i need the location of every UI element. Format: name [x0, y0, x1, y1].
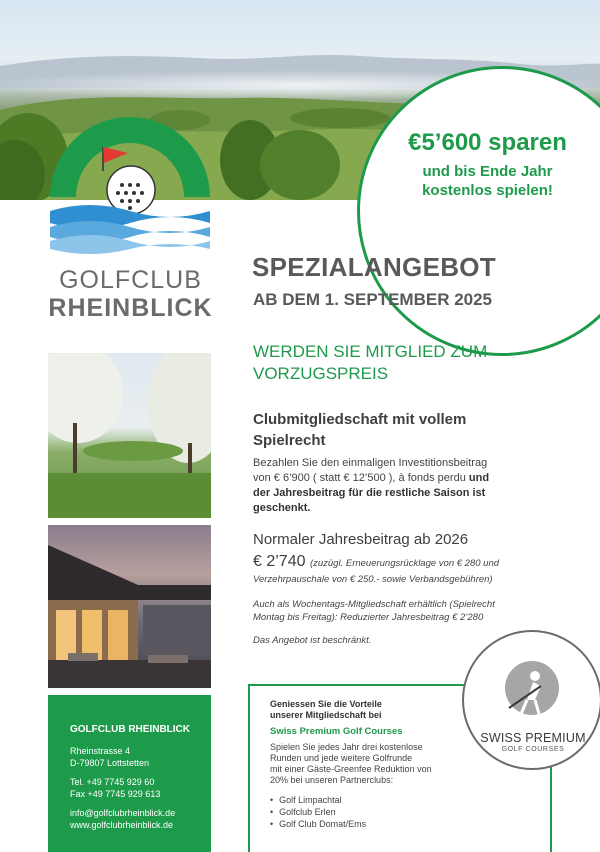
logo-emblem [48, 115, 213, 265]
membership-heading-1: WERDEN SIE MITGLIED ZUM [253, 342, 488, 361]
club-text-2: von € 6’900 ( statt € 12’500 ), à fonds perdu [253, 472, 466, 484]
partner-item: • Golfclub Erlen [270, 806, 460, 818]
swiss-intro-1: Geniessen Sie die Vorteile [270, 699, 382, 709]
offer-subline-1: und bis Ende Jahr [422, 163, 553, 180]
club-text-1: Bezahlen Sie den einmaligen Investitionsbeitrag [253, 457, 488, 469]
club-text-bold-2: der Jahresbeitrag für die restliche Saison ist [253, 487, 486, 499]
club-text-bold-1: und [468, 472, 490, 484]
swiss-text-4: 20% bei unseren Partnerclubs: [270, 775, 394, 785]
swiss-premium-logo-text [472, 731, 594, 753]
contact-fax: Fax +49 7745 929 613 [70, 789, 161, 799]
partner-item: • Golf Limpachtal [270, 794, 460, 806]
offer-subline-2: kostenlos spielen! [422, 182, 553, 199]
club-name-line1: GOLFCLUB [59, 266, 202, 294]
weekday-membership-note [253, 598, 543, 624]
partner-item: • Golf Club Domat/Ems [270, 818, 460, 830]
offer-text [380, 128, 595, 200]
swiss-premium-text [270, 699, 460, 830]
clubhouse-photo [48, 525, 211, 688]
contact-email-link[interactable]: info@golfclubrheinblick.de [70, 808, 176, 818]
club-name-line2: RHEINBLICK [48, 294, 213, 322]
contact-web-link[interactable]: www.golfclubrheinblick.de [70, 820, 174, 830]
swiss-text [270, 742, 460, 786]
contact-street: Rheinstrasse 4 [70, 746, 131, 756]
golf-ball-icon [107, 166, 155, 214]
swiss-logo-line2: GOLF COURSES [501, 746, 565, 753]
price-amount: € 2’740 [253, 553, 306, 570]
club-name [48, 266, 213, 322]
clubhouse-terrace-image [48, 525, 211, 688]
swiss-text-2: Runden und jede weitere Golfrunde [270, 753, 413, 763]
contact-box [48, 695, 211, 852]
membership-heading-2: VORZUGSPREIS [253, 364, 389, 383]
blossom-tree-image [48, 353, 211, 518]
contact-tel[interactable]: Tel. +49 7745 929 60 [70, 777, 155, 787]
wave-icon [50, 205, 210, 254]
swiss-logo-line1: SWISS PREMIUM [480, 731, 586, 745]
swiss-name: Swiss Premium Golf Courses [270, 726, 403, 737]
club-membership-text [253, 456, 543, 516]
offer-limited-note: Das Angebot ist beschränkt. [253, 635, 372, 646]
golf-course-photo [48, 353, 211, 518]
club-text-bold-3: geschenkt. [253, 502, 311, 514]
price-line [253, 553, 548, 588]
offer-headline: €5’600 sparen [408, 129, 567, 156]
page-title: SPEZIALANGEBOT [252, 252, 496, 282]
club-heading-1: Clubmitgliedschaft mit vollem [253, 411, 467, 428]
swiss-intro-2: unserer Mitgliedschaft bei [270, 710, 382, 720]
swiss-text-1: Spielen Sie jedes Jahr drei kostenlose [270, 742, 423, 752]
membership-heading [253, 341, 553, 385]
golfer-icon [497, 656, 567, 726]
club-membership-heading [253, 409, 543, 451]
weekday-2: Montag bis Freitag): Reduzierter Jahresbeitrag € 2’280 [253, 612, 484, 623]
club-heading-2: Spielrecht [253, 432, 326, 449]
weekday-1: Auch als Wochentags-Mitgliedschaft erhältlich (Spielrecht [253, 599, 495, 610]
price-note-2: Verzehrpauschale von € 250.- sowie Verbandsgebühren) [253, 574, 493, 585]
partner-list [270, 794, 460, 830]
page-subtitle: AB DEM 1. SEPTEMBER 2025 [253, 290, 493, 309]
contact-city: D-79807 Lottstetten [70, 758, 150, 768]
price-heading: Normaler Jahresbeitrag ab 2026 [253, 531, 469, 548]
price-note-1: (zuzügl. Erneuerungsrücklage von € 280 und [309, 558, 500, 569]
swiss-text-3: mit einer Gäste-Greenfee Reduktion von [270, 764, 432, 774]
contact-title: GOLFCLUB RHEINBLICK [70, 724, 190, 735]
